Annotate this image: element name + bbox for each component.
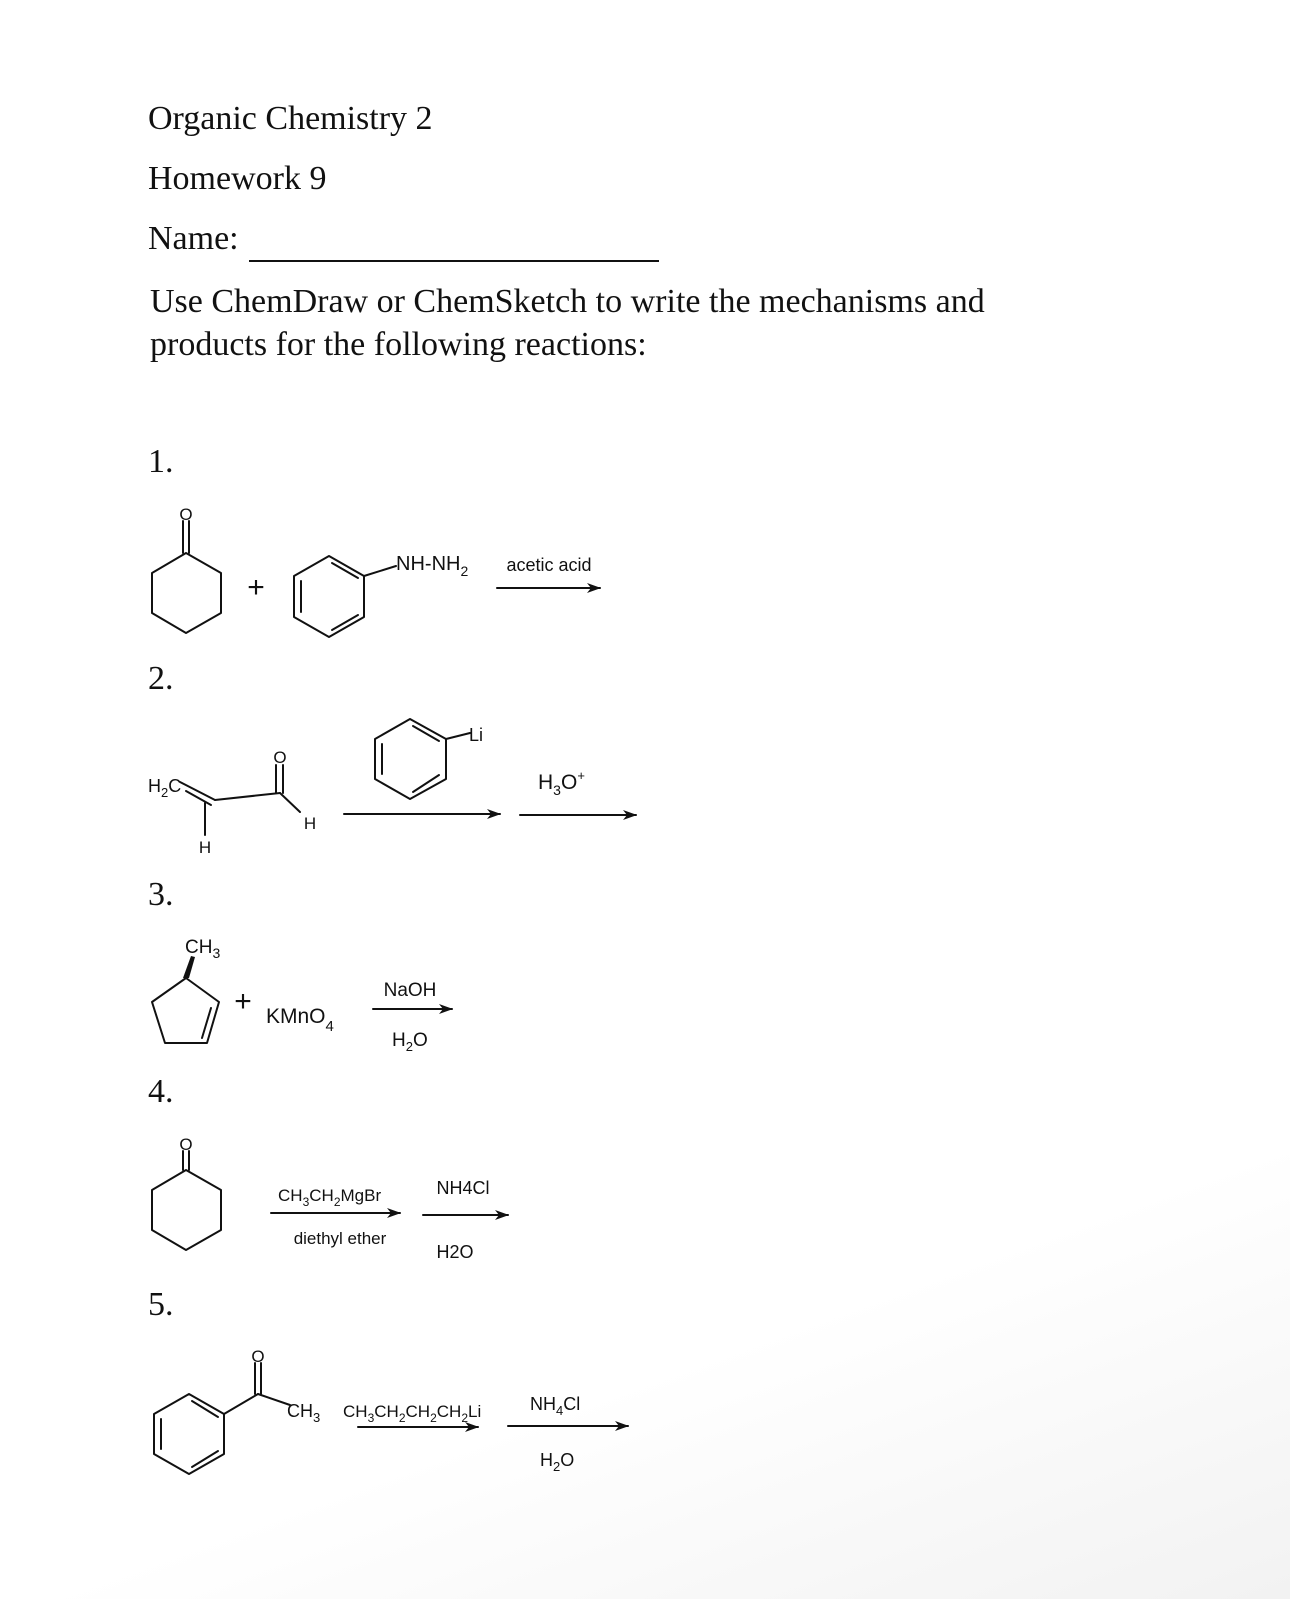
oxygen-atom-label: O	[251, 1347, 265, 1366]
ch3-label: CH	[185, 937, 213, 958]
nh2-label: NH	[431, 553, 461, 575]
butyllithium-label: CH	[343, 1402, 368, 1421]
plus-sign: +	[247, 571, 265, 604]
svg-text:CH3CH2CH2CH2Li: $CH_3CH_2CH_2CH_2Li$	[343, 1402, 482, 1425]
reaction-3	[152, 937, 452, 1054]
plus-sign: +	[234, 985, 252, 1018]
svg-text:NH4Cl: $NH_4Cl$	[530, 1394, 581, 1418]
acrolein-structure	[148, 748, 316, 857]
document-title: Organic Chemistry 2	[148, 100, 433, 137]
cyclohexanone-structure	[152, 505, 221, 633]
svg-text:H3O+: $H_3O^+$	[538, 768, 585, 798]
reaction-5	[154, 1347, 628, 1474]
instructions: Use ChemDraw or ChemSketch to write the mechanisms and products for the following reactions:	[150, 283, 985, 363]
oxygen-atom-label: O	[179, 1135, 193, 1154]
cyclohexanone-structure	[152, 1135, 221, 1250]
svg-text:H2C: $H_2C$	[148, 776, 182, 800]
nh4cl-label: NH	[530, 1394, 556, 1414]
svg-text:H2O: $H_2O$	[540, 1450, 575, 1474]
svg-text:KMnO4: KMnO$_4$	[266, 1005, 334, 1035]
acetic-acid-reagent: acetic acid	[506, 555, 592, 575]
workup-top-label: NH4Cl	[436, 1178, 490, 1198]
h2c-h: H	[148, 776, 161, 796]
h3o-h: H	[538, 771, 554, 794]
svg-text:H2O: $H_2O$	[392, 1030, 428, 1054]
workup-bottom-label: H2O	[436, 1242, 474, 1262]
solvent-label: diethyl ether	[293, 1229, 387, 1248]
ch3-label: CH	[287, 1401, 313, 1421]
problem-number-3: 3.	[148, 876, 174, 913]
problem-number-2: 2.	[148, 660, 174, 697]
oxygen-atom-label: O	[273, 748, 287, 767]
vinyl-h: H	[198, 838, 212, 857]
lithium-label: Li	[469, 725, 484, 745]
problem-number-5: 5.	[148, 1286, 174, 1323]
reaction-4	[152, 1135, 508, 1262]
naoh-reagent: NaOH	[383, 980, 437, 1001]
reaction-2	[148, 719, 636, 857]
problem-number-1: 1.	[148, 443, 174, 480]
name-label: Name:	[148, 220, 239, 257]
phenylhydrazine-structure	[294, 553, 468, 637]
h2o-h: H	[540, 1450, 553, 1470]
reaction-1	[152, 505, 600, 637]
svg-text:NH-NH2: $NH-NH_2$	[396, 553, 469, 579]
grignard-label: CH	[278, 1186, 303, 1205]
oxygen-atom-label: O	[179, 505, 193, 524]
nh2-subscript: 2	[460, 563, 469, 579]
methylcyclopentene-structure	[152, 937, 220, 1043]
aldehyde-h: H	[303, 814, 317, 833]
document-subtitle: Homework 9	[148, 160, 327, 197]
phenyllithium-structure	[375, 719, 483, 799]
svg-text:CH3CH2MgBr: $CH_3CH_2MgBr$	[278, 1186, 382, 1209]
acetophenone-structure	[154, 1347, 320, 1474]
svg-text:CH3: $CH_3$	[287, 1401, 321, 1425]
svg-text:CH3: $CH_3$	[185, 937, 221, 961]
nh-label: NH	[396, 553, 425, 575]
kmno4-label: KMnO	[266, 1005, 326, 1028]
h2o-h: H	[392, 1030, 406, 1051]
problem-number-4: 4.	[148, 1073, 174, 1110]
